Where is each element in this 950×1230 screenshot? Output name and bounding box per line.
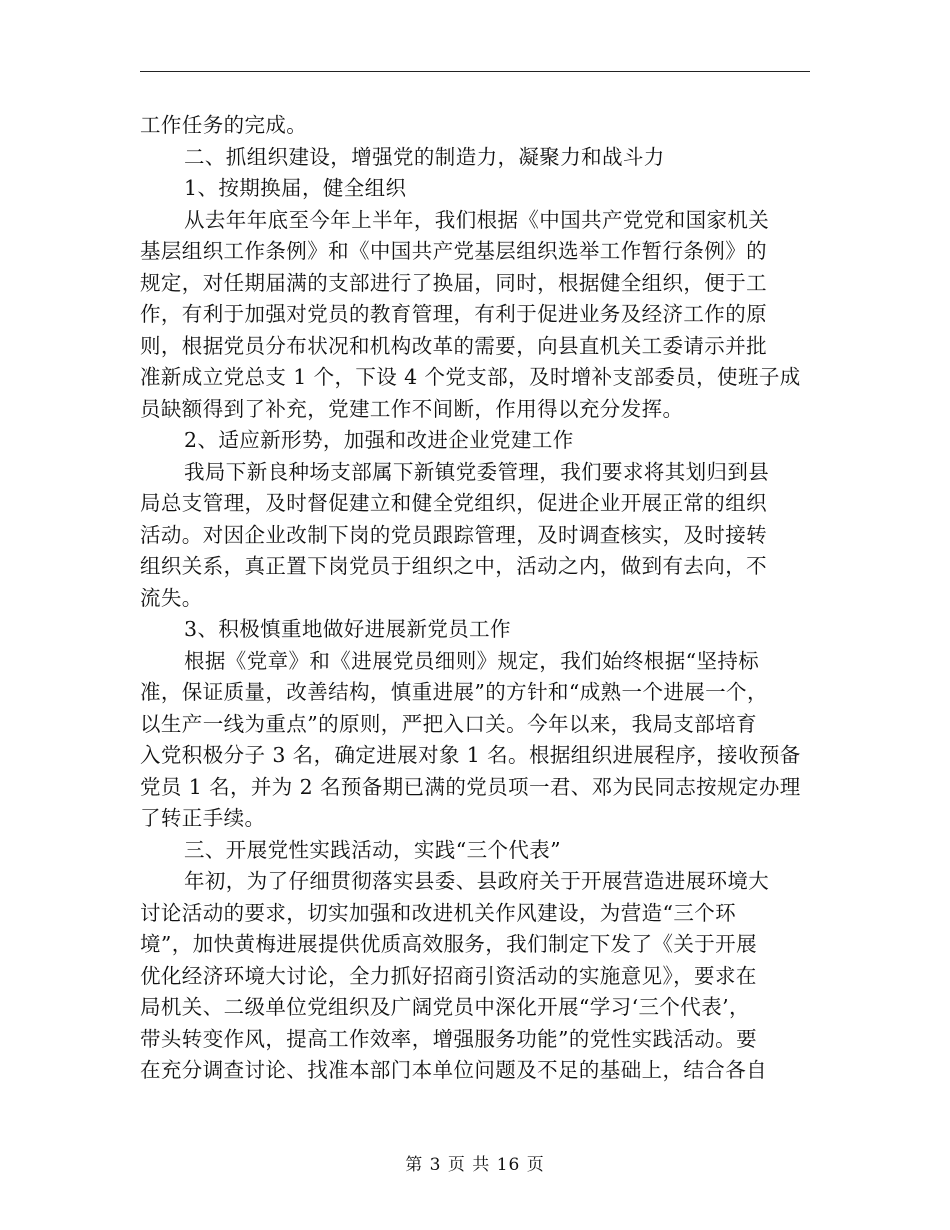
text-line: 作，有利于加强对党员的教育管理，有利于促进业务及经济工作的原 — [140, 302, 767, 326]
text-line: 二、抓组织建设，增强党的制造力，凝聚力和战斗力 — [184, 144, 665, 169]
text-line: 工作任务的完成。 — [140, 113, 308, 137]
text-line: 我局下新良种场支部属下新镇党委管理，我们要求将其划归到县 — [184, 459, 770, 484]
text-line: 组织关系，真正置下岗党员于组织之中，活动之内，做到有去向，不 — [140, 554, 767, 578]
text-line: 则，根据党员分布状况和机构改革的需要，向县直机关工委请示并批 — [140, 333, 767, 358]
text-line: 境”，加快黄梅进展提供优质高效服务，我们制定下发了《关于开展 — [140, 932, 757, 956]
header-rule — [140, 71, 810, 72]
text-line: 准，保证质量，改善结构，慎重进展”的方针和“成熟一个进展一个， — [140, 680, 768, 704]
page-footer — [0, 1154, 950, 1176]
text-line: 讨论活动的要求，切实加强和改进机关作风建设，为营造“三个环 — [140, 900, 737, 925]
text-line: 党员 1 名，并为 2 名预备期已满的党员项一君、邓为民同志按规定办理 — [140, 774, 801, 799]
document-body — [140, 110, 812, 1087]
text-line: 局机关、二级单位党组织及广阔党员中深化开展“学习‘三个代表’， — [140, 995, 750, 1019]
text-line: 局总支管理，及时督促建立和健全党组织，促进企业开展正常的组织 — [140, 491, 767, 515]
text-line: 优化经济环境大讨论，全力抓好招商引资活动的实施意见》，要求在 — [140, 963, 757, 988]
text-line: 三、开展党性实践活动，实践“三个代表” — [184, 837, 562, 862]
text-line: 活动。对因企业改制下岗的党员跟踪管理，及时调查核实，及时接转 — [140, 522, 767, 547]
text-line: 1、按期换届，健全组织 — [184, 176, 407, 200]
text-line: 基层组织工作条例》和《中国共产党基层组织选举工作暂行条例》的 — [140, 239, 767, 263]
text-line: 从去年年底至今年上半年，我们根据《中国共产党党和国家机关 — [184, 207, 770, 232]
text-line: 员缺额得到了补充，党建工作不间断，作用得以充分发挥。 — [140, 396, 684, 421]
text-line: 流失。 — [140, 585, 203, 610]
text-line: 规定，对任期届满的支部进行了换届，同时，根据健全组织，便于工 — [140, 270, 767, 295]
text-line: 在充分调查讨论、找准本部门本单位问题及不足的基础上，结合各自 — [140, 1058, 767, 1082]
text-line: 3、积极慎重地做好进展新党员工作 — [184, 617, 511, 641]
text-line: 根据《党章》和《进展党员细则》规定，我们始终根据“坚持标 — [184, 648, 760, 673]
page-number-label: 第 3 页 共 16 页 — [405, 1155, 545, 1175]
text-line: 年初，为了仔细贯彻落实县委、县政府关于开展营造进展环境大 — [184, 869, 770, 893]
text-line: 以生产一线为重点”的原则，严把入口关。今年以来，我局支部培育 — [140, 711, 757, 736]
text-line: 带头转变作风，提高工作效率，增强服务功能”的党性实践活动。要 — [140, 1026, 757, 1051]
text-line: 准新成立党总支 1 个，下设 4 个党支部，及时增补支部委员，使班子成 — [140, 365, 801, 389]
text-line: 入党积极分子 3 名，确定进展对象 1 名。根据组织进展程序，接收预备 — [140, 743, 801, 767]
text-line: 2、适应新形势，加强和改进企业党建工作 — [184, 428, 574, 452]
text-line: 了转正手续。 — [140, 806, 266, 830]
